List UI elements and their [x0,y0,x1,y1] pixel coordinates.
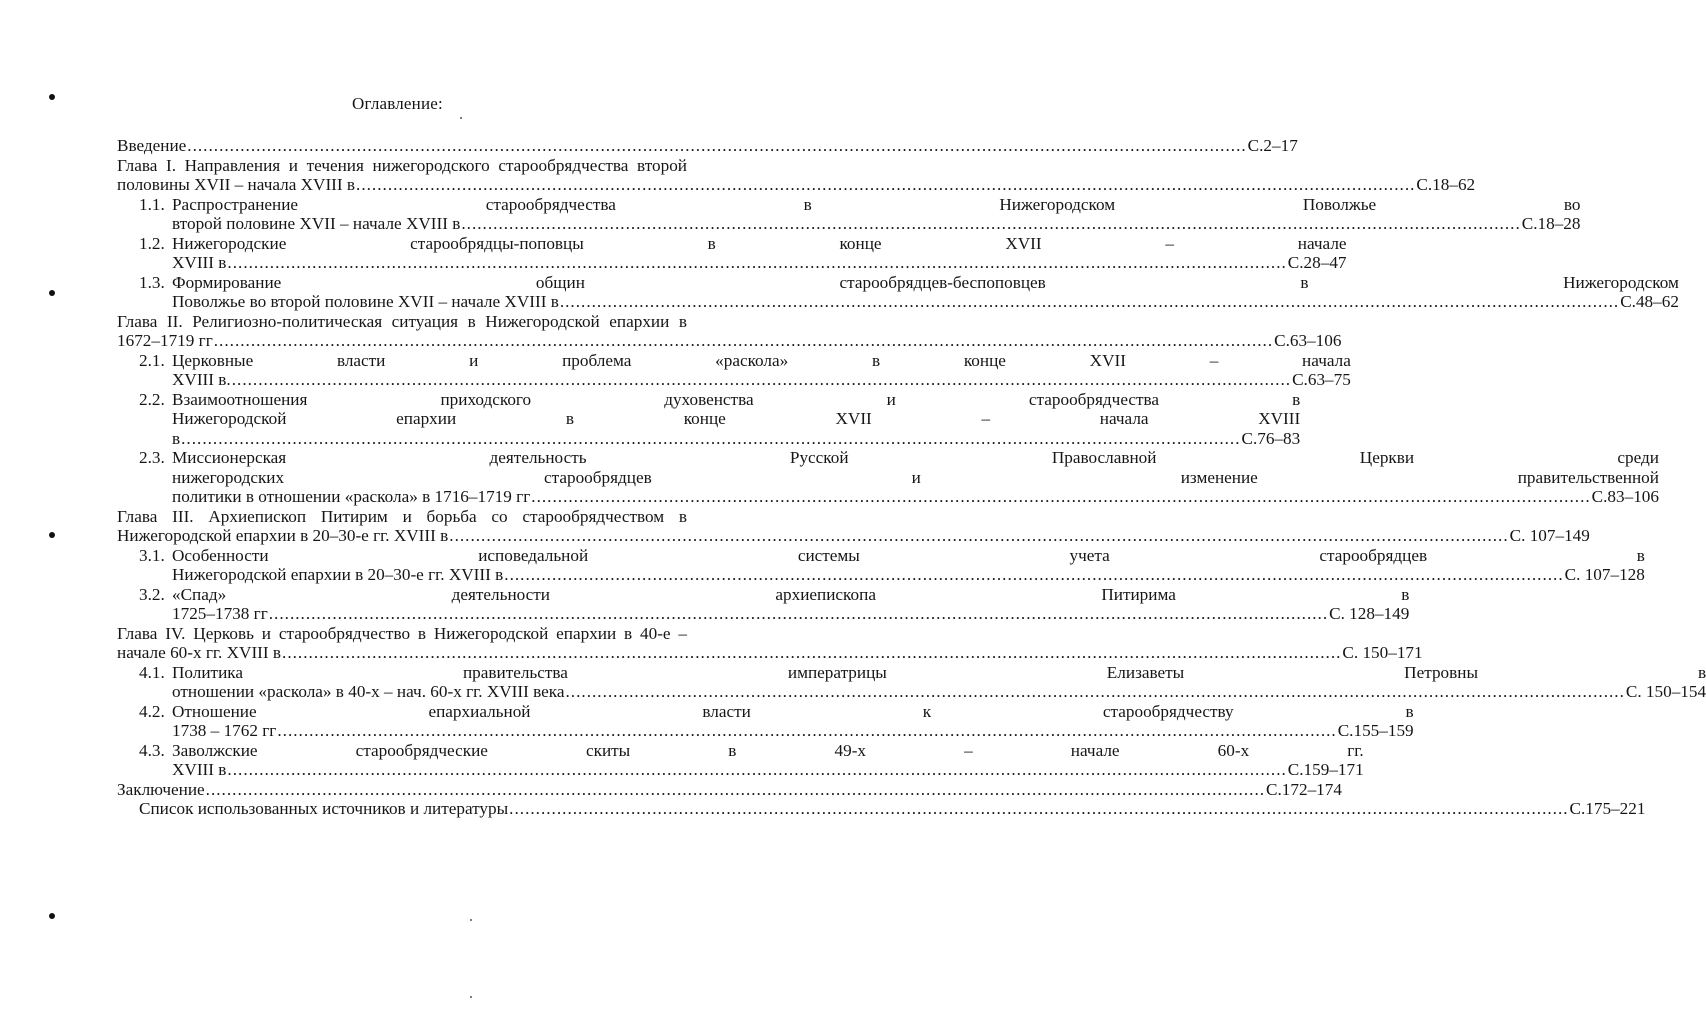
toc-entry-text: Миссионерская деятельность Русской Православной Церкви среди [172,448,1659,467]
toc-entry-text: Глава IV. Церковь и старообрядчество в Нижегородской епархии в 40-е – [117,623,687,643]
section-number: 1.3. [139,272,165,292]
toc-entry-text: Введение [117,136,187,155]
section-number: 2.3. [139,448,165,467]
toc-entry-text: Нижегородской епархии в конце XVII – начала XVIII [172,409,1301,428]
toc-entry-text: Политика правительства императрицы Елизаветы Петровны в [172,662,1706,682]
toc-entry-text: второй половине XVII – начале XVIII в [172,214,461,233]
toc-entry-text: политики в отношении «раскола» в 1716–1719 гг [172,487,531,506]
toc-entry-chapter-3[interactable] [117,506,1590,546]
toc-entry-section-2-2[interactable] [117,389,1301,449]
toc-entry-text: XVIII в [172,253,227,272]
scan-speck [470,919,472,921]
section-number: 2.2. [139,389,165,409]
toc-entry-page: С.76–83 [1241,428,1301,448]
toc-entry-text: 1738 – 1762 гг [172,721,277,740]
scan-mark [49,532,55,538]
toc-entry-text: XVIII в [172,760,227,779]
toc-entry-page: С.28–47 [1287,253,1347,272]
dot-leader: ........................................................................................................................................................................................................ [231,370,1292,389]
section-number: 4.1. [139,662,165,682]
section-number: 1.2. [139,233,165,253]
toc-entry-text: Заключение [117,779,205,799]
toc-entry-introduction[interactable] [117,136,1298,156]
dot-leader: ........................................................................................................................................................................................................ [531,487,1591,506]
scan-speck [460,117,462,119]
toc-entry-page: С.18–28 [1521,214,1581,233]
toc-entry-page: С. 150–171 [1342,643,1423,662]
toc-entry-section-4-3[interactable] [117,740,1364,780]
toc-entry-section-1-1[interactable] [117,194,1581,234]
toc-entry-text: Формирование общин старообрядцев-беспоповцев в Нижегородском [172,272,1679,292]
toc-entry-section-3-1[interactable] [117,545,1645,585]
toc-entry-text: половины XVII – начала XVIII в [117,175,356,194]
toc-entry-text: отношении «раскола» в 40-х – нач. 60-х гг. XVIII века [172,682,565,701]
table-of-contents [117,136,1706,819]
toc-entry-page: С. 107–149 [1509,526,1590,545]
scan-mark [49,290,55,296]
toc-entry-page: С.63–106 [1274,331,1342,350]
toc-entry-page: С.63–75 [1292,370,1351,389]
dot-leader: ........................................................................................................................................................................................................ [504,565,1564,584]
toc-entry-text: Заволжские старообрядческие скиты в 49-х – начале 60-х гг. [172,740,1364,760]
dot-leader: ........................................................................................................................................................................................................ [461,214,1521,233]
toc-entry-page: С.159–171 [1287,760,1364,779]
toc-entry-section-2-3[interactable] [117,448,1659,507]
dot-leader: ........................................................................................................................................................................................................ [509,799,1569,818]
toc-entry-section-3-2[interactable] [117,584,1410,624]
toc-entry-text: Нижегородские старообрядцы-поповцы в конце XVII – начале [172,233,1347,253]
toc-entry-section-4-2[interactable] [117,701,1414,741]
dot-leader: ........................................................................................................................................................................................................ [227,253,1287,272]
section-number: 1.1. [139,194,165,214]
toc-entry-page: С.155–159 [1337,721,1414,740]
toc-entry-section-1-2[interactable] [117,233,1347,273]
dot-leader: ........................................................................................................................................................................................................ [205,779,1266,799]
toc-entry-text: Распространение старообрядчества в Нижегородском Поволжье во [172,194,1581,214]
dot-leader: ........................................................................................................................................................................................................ [268,604,1329,623]
toc-entry-text: Поволжье во второй половине XVII – начале XVIII в [172,292,559,311]
toc-entry-text: Церковные власти и проблема «раскола» в конце XVII – начала [172,350,1351,370]
toc-entry-text: XVIII в. [172,370,231,389]
section-number: 3.2. [139,584,165,604]
toc-entry-text: «Спад» деятельности архиепископа Питирима в [172,584,1410,604]
toc-entry-text: Глава I. Направления и течения нижегородского старообрядчества второй [117,155,687,175]
toc-entry-chapter-2[interactable] [117,311,1342,351]
dot-leader: ........................................................................................................................................................................................................ [227,760,1287,779]
toc-entry-text: в [172,428,181,448]
toc-entry-section-2-1[interactable] [117,350,1351,390]
toc-entry-text: Взаимоотношения приходского духовенства и старообрядчества в [172,389,1301,409]
toc-entry-text: нижегородских старообрядцев и изменение правительственной [172,467,1659,487]
toc-entry-page: С. 128–149 [1329,604,1410,623]
scan-mark [49,913,55,919]
page-title: Оглавление: [352,94,443,113]
dot-leader: ........................................................................................................................................................................................................ [213,331,1274,350]
section-number: 2.1. [139,350,165,370]
section-number: 4.2. [139,701,165,721]
toc-entry-page: С.48–62 [1620,292,1679,311]
toc-entry-text: Нижегородской епархии в 20–30-е гг. XVIII в [117,526,449,545]
toc-entry-chapter-1[interactable] [117,155,1476,195]
toc-entry-page: С.83–106 [1591,487,1659,506]
toc-entry-text: начале 60-х гг. XVIII в [117,643,282,662]
scan-speck [470,996,472,998]
toc-entry-text: Отношение епархиальной власти к старообрядчеству в [172,701,1414,721]
toc-entry-text: 1672–1719 гг [117,331,213,350]
dot-leader: ........................................................................................................................................................................................................ [181,428,1241,448]
dot-leader: ........................................................................................................................................................................................................ [282,643,1342,662]
dot-leader: ........................................................................................................................................................................................................ [565,682,1625,701]
dot-leader: ........................................................................................................................................................................................................ [559,292,1620,311]
section-number: 4.3. [139,740,165,760]
toc-entry-page: С. 150–154 [1625,682,1706,701]
toc-entry-section-1-3[interactable] [117,272,1679,312]
dot-leader: ........................................................................................................................................................................................................ [187,136,1247,155]
toc-entry-text: Глава III. Архиепископ Питирим и борьба со старообрядчеством в [117,506,687,526]
dot-leader: ........................................................................................................................................................................................................ [356,175,1416,194]
section-number: 3.1. [139,545,165,565]
toc-entry-page: С.2–17 [1247,136,1298,155]
toc-entry-text: Глава II. Религиозно-политическая ситуация в Нижегородской епархии в [117,311,687,331]
toc-entry-conclusion[interactable] [117,779,1342,800]
toc-entry-page: С.18–62 [1416,175,1476,194]
dot-leader: ........................................................................................................................................................................................................ [449,526,1509,545]
toc-entry-section-4-1[interactable] [117,662,1706,702]
toc-entry-bibliography[interactable] [117,799,1646,819]
toc-entry-text: Особенности исповедальной системы учета старообрядцев в [172,545,1645,565]
toc-entry-page: С.172–174 [1266,779,1342,799]
toc-entry-chapter-4[interactable] [117,623,1423,663]
toc-entry-page: С. 107–128 [1564,565,1645,584]
toc-entry-text: 1725–1738 гг [172,604,268,623]
toc-entry-text: Нижегородской епархии в 20–30-е гг. XVIII в [172,565,504,584]
toc-entry-text: Список использованных источников и литературы [139,799,509,818]
dot-leader: ........................................................................................................................................................................................................ [277,721,1337,740]
toc-entry-page: С.175–221 [1569,799,1646,818]
